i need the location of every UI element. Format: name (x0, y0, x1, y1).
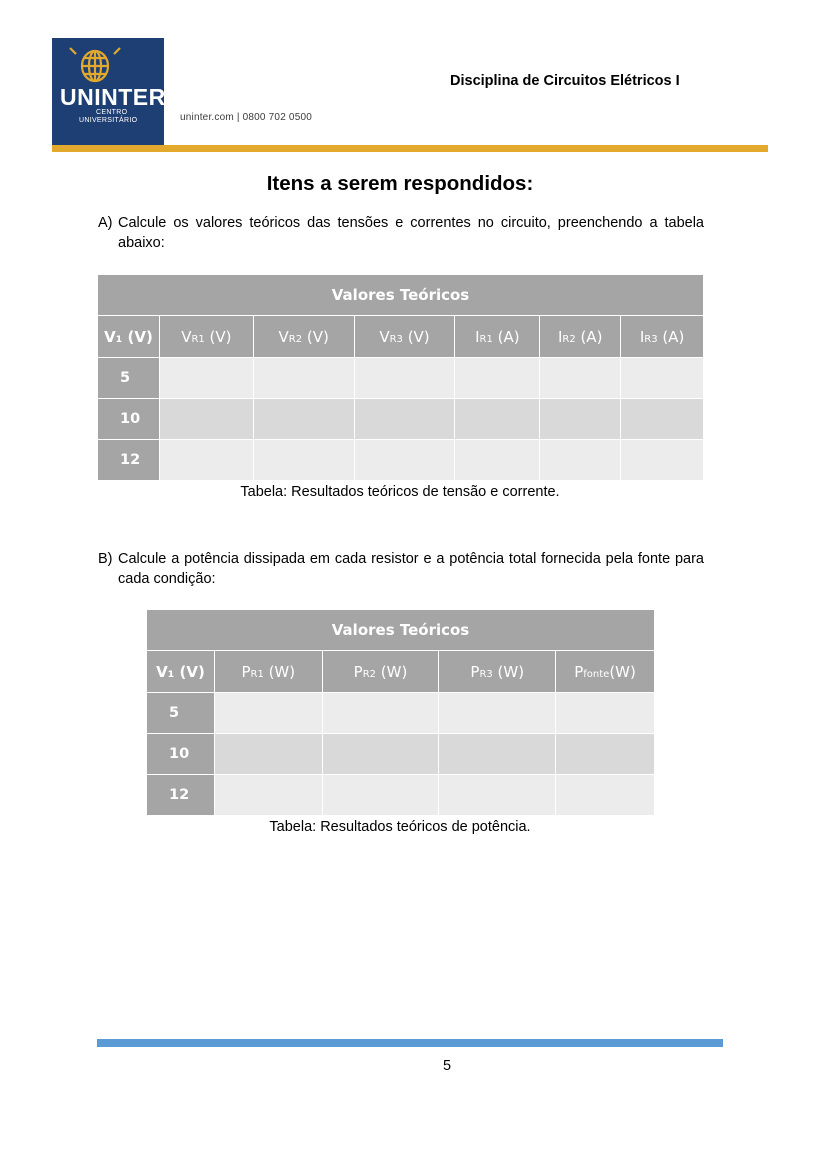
col-symbol: V (278, 327, 289, 346)
item-a (98, 213, 704, 253)
table-cell (621, 440, 704, 481)
row-voltage-label: 5 (147, 693, 215, 734)
col-subscript: R2 (562, 333, 576, 345)
table-cell (322, 734, 439, 775)
table-cell (354, 440, 455, 481)
col-unit: (W) (376, 662, 408, 681)
item-b-label: B) (98, 551, 113, 567)
table-b-column-headers (147, 651, 655, 693)
item-a-label: A) (98, 215, 113, 231)
row-voltage-label: 10 (98, 399, 160, 440)
table-cell (253, 440, 354, 481)
table-cell (556, 775, 655, 816)
col-subscript: R1 (479, 333, 493, 345)
table-a-col-vr2 (253, 316, 354, 358)
row-voltage-label: 12 (147, 775, 215, 816)
table-b-caption: Tabela: Resultados teóricos de potência. (269, 819, 531, 835)
col-symbol: P (574, 662, 584, 681)
table-b-col-pr3 (439, 651, 556, 693)
table-a-col-v1: V₁ (V) (98, 316, 160, 358)
table-b-col-pr2 (322, 651, 439, 693)
table-a-col-ir1 (455, 316, 540, 358)
table-cell (159, 358, 253, 399)
table-b-header: Valores Teóricos (147, 610, 655, 651)
discipline-title: Disciplina de Circuitos Elétricos I (450, 73, 680, 89)
col-unit: (V) (204, 327, 232, 346)
table-cell (439, 734, 556, 775)
col-subscript: R1 (191, 333, 205, 345)
item-b (98, 549, 704, 589)
table-b-col-pr1 (214, 651, 322, 693)
col-unit: (W) (492, 662, 525, 681)
table-cell (159, 440, 253, 481)
col-unit: (W) (263, 662, 296, 681)
col-unit: (V) (302, 327, 329, 346)
table-cell (455, 399, 540, 440)
table-row (147, 693, 655, 734)
col-symbol: I (557, 327, 563, 346)
table-a-col-vr1 (159, 316, 253, 358)
table-valores-teoricos-tensao-corrente (97, 274, 704, 481)
col-unit: (W) (609, 662, 636, 681)
table-cell (540, 440, 621, 481)
col-subscript: R3 (389, 333, 403, 345)
table-cell (322, 693, 439, 734)
uninter-logo (52, 38, 164, 146)
row-voltage-label: 5 (98, 358, 160, 399)
table-row (98, 358, 704, 399)
page-title: Itens a serem respondidos: (266, 172, 534, 195)
item-b-text: Calcule a potência dissipada em cada resistor e a potência total fornecida pela fonte para cada condição: (118, 551, 704, 587)
table-cell (621, 399, 704, 440)
col-subscript: R2 (362, 668, 377, 680)
table-cell (540, 358, 621, 399)
table-a-col-vr3 (354, 316, 455, 358)
item-a-text: Calcule os valores teóricos das tensões e correntes no circuito, preenchendo a tabela abaixo: (118, 215, 704, 251)
col-symbol: P (241, 662, 251, 681)
table-cell (455, 440, 540, 481)
table-b-col-v1: V₁ (V) (147, 651, 215, 693)
table-cell (556, 734, 655, 775)
row-voltage-label: 12 (98, 440, 160, 481)
col-symbol: I (639, 327, 645, 346)
table-cell (214, 693, 322, 734)
table-cell (159, 399, 253, 440)
table-a-col-ir3 (621, 316, 704, 358)
table-row (98, 440, 704, 481)
col-unit: (A) (492, 327, 520, 346)
col-unit: (A) (657, 327, 685, 346)
row-voltage-label: 10 (147, 734, 215, 775)
col-unit: (A) (575, 327, 603, 346)
logo-line-2: UNIVERSITÁRIO (79, 117, 138, 124)
table-a-column-headers (98, 316, 704, 358)
table-cell (455, 358, 540, 399)
col-subscript: R2 (288, 333, 303, 345)
table-row (147, 775, 655, 816)
logo-brand-text: UNINTER (60, 84, 166, 110)
col-symbol: P (353, 662, 363, 681)
col-unit: (V) (402, 327, 430, 346)
table-a-col-ir2 (540, 316, 621, 358)
footer-divider (97, 1039, 723, 1047)
table-cell (214, 734, 322, 775)
header-divider (52, 145, 768, 152)
table-cell (540, 399, 621, 440)
col-subscript: fonte (583, 668, 610, 680)
table-a-header: Valores Teóricos (98, 275, 704, 316)
col-symbol: V (379, 327, 390, 346)
table-row (147, 734, 655, 775)
table-valores-teoricos-potencia (146, 609, 655, 816)
table-cell (621, 358, 704, 399)
table-cell (322, 775, 439, 816)
col-symbol: V (181, 327, 192, 346)
table-cell (439, 775, 556, 816)
table-cell (253, 358, 354, 399)
col-subscript: R1 (250, 668, 264, 680)
col-symbol: P (470, 662, 480, 681)
table-a-caption: Tabela: Resultados teóricos de tensão e corrente. (240, 484, 560, 500)
table-cell (354, 358, 455, 399)
col-subscript: R3 (644, 333, 658, 345)
col-subscript: R3 (479, 668, 493, 680)
table-cell (253, 399, 354, 440)
table-b-col-pfonte (556, 651, 655, 693)
contact-info: uninter.com | 0800 702 0500 (180, 112, 312, 123)
table-cell (354, 399, 455, 440)
table-cell (439, 693, 556, 734)
table-row (98, 399, 704, 440)
page-number: 5 (442, 1058, 452, 1074)
table-cell (556, 693, 655, 734)
table-cell (214, 775, 322, 816)
col-symbol: I (475, 327, 480, 346)
logo-line-1: CENTRO (96, 109, 128, 116)
